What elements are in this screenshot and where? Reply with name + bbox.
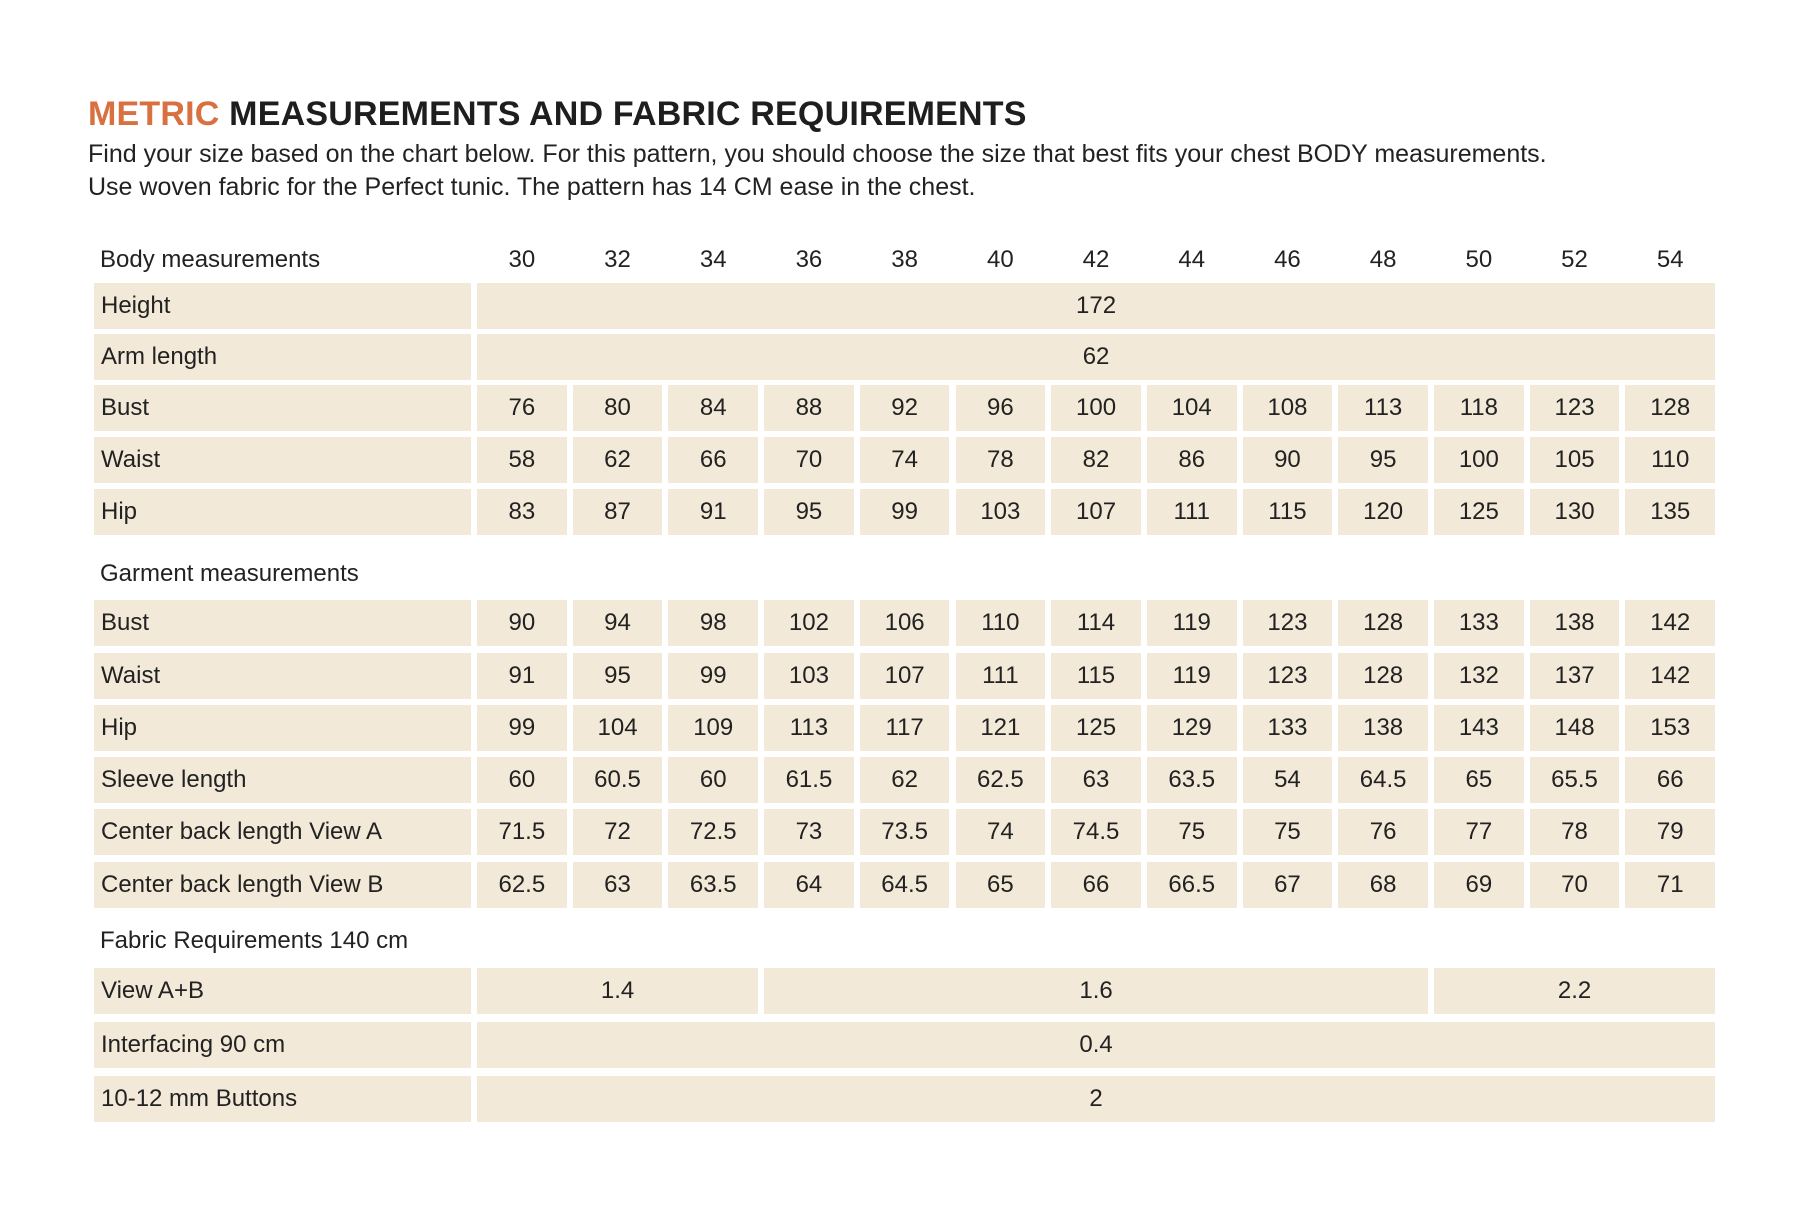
table-cell: 73.5 (860, 809, 950, 855)
title-accent: METRIC (88, 95, 220, 133)
table-cell: 74.5 (1051, 809, 1141, 855)
table-cell: 54 (1243, 757, 1333, 803)
row-label: Hip (94, 489, 471, 535)
size-header: 34 (699, 246, 727, 273)
table-cell: 130 (1530, 489, 1620, 535)
table-cell: 138 (1338, 705, 1428, 751)
table-cell: 92 (860, 385, 950, 431)
table-cell: 60.5 (573, 757, 663, 803)
table-cell: 62.5 (477, 862, 567, 908)
table-cell: 95 (573, 653, 663, 699)
table-cell-merged: 2 (477, 1076, 1715, 1122)
table-cell: 66.5 (1147, 862, 1237, 908)
table-cell: 62 (860, 757, 950, 803)
table-cell: 80 (573, 385, 663, 431)
table-cell: 72.5 (668, 809, 758, 855)
table-cell: 76 (477, 385, 567, 431)
table-cell: 103 (956, 489, 1046, 535)
table-cell: 95 (764, 489, 854, 535)
table-cell: 94 (573, 600, 663, 646)
table-cell: 133 (1434, 600, 1524, 646)
table-cell: 102 (764, 600, 854, 646)
table-cell: 65 (956, 862, 1046, 908)
table-cell: 121 (956, 705, 1046, 751)
table-cell: 104 (573, 705, 663, 751)
row-label: Center back length View B (94, 862, 471, 908)
table-cell: 111 (1147, 489, 1237, 535)
table-cell: 125 (1051, 705, 1141, 751)
table-cell: 129 (1147, 705, 1237, 751)
row-label: 10-12 mm Buttons (94, 1076, 471, 1122)
table-cell: 133 (1243, 705, 1333, 751)
table-cell: 118 (1434, 385, 1524, 431)
table-cell: 114 (1051, 600, 1141, 646)
table-cell: 65 (1434, 757, 1524, 803)
table-cell-merged: 62 (477, 334, 1715, 380)
table-cell: 88 (764, 385, 854, 431)
size-header: 52 (1561, 246, 1588, 273)
table-cell: 64.5 (1338, 757, 1428, 803)
table-cell: 111 (956, 653, 1046, 699)
table-cell: 66 (1625, 757, 1715, 803)
intro-line-2: Use woven fabric for the Perfect tunic. The pattern has 14 CM ease in the chest. (88, 173, 976, 201)
table-cell: 91 (477, 653, 567, 699)
table-cell: 86 (1147, 437, 1237, 483)
table-cell: 110 (956, 600, 1046, 646)
table-cell: 95 (1338, 437, 1428, 483)
table-cell: 132 (1434, 653, 1524, 699)
table-cell: 119 (1147, 600, 1237, 646)
table-cell: 109 (668, 705, 758, 751)
table-cell: 135 (1625, 489, 1715, 535)
table-cell: 78 (1530, 809, 1620, 855)
table-cell: 72 (573, 809, 663, 855)
section-heading: Fabric Requirements 140 cm (100, 927, 409, 954)
row-label: Arm length (94, 334, 471, 380)
table-cell: 76 (1338, 809, 1428, 855)
table-cell: 125 (1434, 489, 1524, 535)
table-cell: 66 (668, 437, 758, 483)
table-cell: 110 (1625, 437, 1715, 483)
table-cell: 71 (1625, 862, 1715, 908)
table-cell: 63 (573, 862, 663, 908)
row-label: View A+B (94, 968, 471, 1014)
table-cell: 119 (1147, 653, 1237, 699)
table-cell: 62.5 (956, 757, 1046, 803)
table-cell: 106 (860, 600, 950, 646)
intro-line-1: Find your size based on the chart below. For this pattern, you should choose the size that best fits your chest BODY measurements. (88, 140, 1547, 168)
table-cell: 142 (1625, 600, 1715, 646)
table-cell: 91 (668, 489, 758, 535)
row-label: Height (94, 283, 471, 329)
table-cell: 123 (1243, 653, 1333, 699)
table-cell-merged: 172 (477, 283, 1715, 329)
table-cell: 153 (1625, 705, 1715, 751)
table-cell: 60 (668, 757, 758, 803)
table-cell: 82 (1051, 437, 1141, 483)
table-cell: 148 (1530, 705, 1620, 751)
table-cell: 105 (1530, 437, 1620, 483)
section-heading: Garment measurements (100, 560, 359, 587)
table-cell: 69 (1434, 862, 1524, 908)
table-cell: 77 (1434, 809, 1524, 855)
row-label: Bust (94, 385, 471, 431)
table-cell: 63 (1051, 757, 1141, 803)
size-header: 42 (1082, 246, 1110, 273)
table-cell: 128 (1625, 385, 1715, 431)
table-cell: 99 (860, 489, 950, 535)
table-cell: 107 (1051, 489, 1141, 535)
row-label: Hip (94, 705, 471, 751)
table-cell: 117 (860, 705, 950, 751)
row-label: Waist (94, 437, 471, 483)
table-cell: 115 (1051, 653, 1141, 699)
table-cell: 70 (1530, 862, 1620, 908)
table-cell: 60 (477, 757, 567, 803)
table-cell: 138 (1530, 600, 1620, 646)
table-cell: 108 (1243, 385, 1333, 431)
table-cell: 87 (573, 489, 663, 535)
table-cell: 67 (1243, 862, 1333, 908)
table-cell: 143 (1434, 705, 1524, 751)
table-cell: 99 (477, 705, 567, 751)
table-cell: 63.5 (1147, 757, 1237, 803)
table-cell: 99 (668, 653, 758, 699)
size-header: 46 (1274, 246, 1301, 273)
table-cell: 75 (1243, 809, 1333, 855)
table-cell: 96 (956, 385, 1046, 431)
title-rest: MEASUREMENTS AND FABRIC REQUIREMENTS (219, 95, 1027, 133)
table-cell-merged: 1.6 (764, 968, 1428, 1014)
table-cell: 74 (860, 437, 950, 483)
table-cell: 84 (668, 385, 758, 431)
table-cell: 64 (764, 862, 854, 908)
table-cell: 113 (764, 705, 854, 751)
table-cell: 128 (1338, 600, 1428, 646)
size-header: 54 (1656, 246, 1684, 273)
table-cell: 79 (1625, 809, 1715, 855)
size-header: 38 (891, 246, 918, 273)
size-header: 36 (795, 246, 823, 273)
table-cell: 104 (1147, 385, 1237, 431)
table-cell: 58 (477, 437, 567, 483)
table-cell: 73 (764, 809, 854, 855)
table-cell: 123 (1243, 600, 1333, 646)
table-cell: 137 (1530, 653, 1620, 699)
table-cell: 74 (956, 809, 1046, 855)
size-header: 32 (604, 246, 631, 273)
header-label: Body measurements (100, 246, 321, 273)
table-cell: 64.5 (860, 862, 950, 908)
table-cell: 62 (573, 437, 663, 483)
size-header: 48 (1369, 246, 1397, 273)
row-label: Bust (94, 600, 471, 646)
table-cell: 113 (1338, 385, 1428, 431)
table-cell: 78 (956, 437, 1046, 483)
table-cell-merged: 1.4 (477, 968, 758, 1014)
table-cell: 68 (1338, 862, 1428, 908)
row-label: Waist (94, 653, 471, 699)
table-cell: 107 (860, 653, 950, 699)
table-cell: 128 (1338, 653, 1428, 699)
table-cell: 115 (1243, 489, 1333, 535)
table-cell: 83 (477, 489, 567, 535)
table-cell: 75 (1147, 809, 1237, 855)
table-cell: 120 (1338, 489, 1428, 535)
row-label: Center back length View A (94, 809, 471, 855)
row-label: Interfacing 90 cm (94, 1022, 471, 1068)
table-cell: 90 (477, 600, 567, 646)
table-cell: 71.5 (477, 809, 567, 855)
table-cell: 100 (1434, 437, 1524, 483)
table-cell: 61.5 (764, 757, 854, 803)
table-cell-merged: 2.2 (1434, 968, 1715, 1014)
table-cell: 100 (1051, 385, 1141, 431)
table-cell: 98 (668, 600, 758, 646)
table-cell: 90 (1243, 437, 1333, 483)
table-cell: 103 (764, 653, 854, 699)
row-label: Sleeve length (94, 757, 471, 803)
table-cell: 63.5 (668, 862, 758, 908)
size-header: 30 (508, 246, 536, 273)
table-cell: 142 (1625, 653, 1715, 699)
size-header: 40 (986, 246, 1014, 273)
table-cell: 66 (1051, 862, 1141, 908)
table-cell-merged: 0.4 (477, 1022, 1715, 1068)
size-header: 44 (1178, 246, 1206, 273)
table-cell: 65.5 (1530, 757, 1620, 803)
table-cell: 70 (764, 437, 854, 483)
size-header: 50 (1465, 246, 1493, 273)
table-cell: 123 (1530, 385, 1620, 431)
